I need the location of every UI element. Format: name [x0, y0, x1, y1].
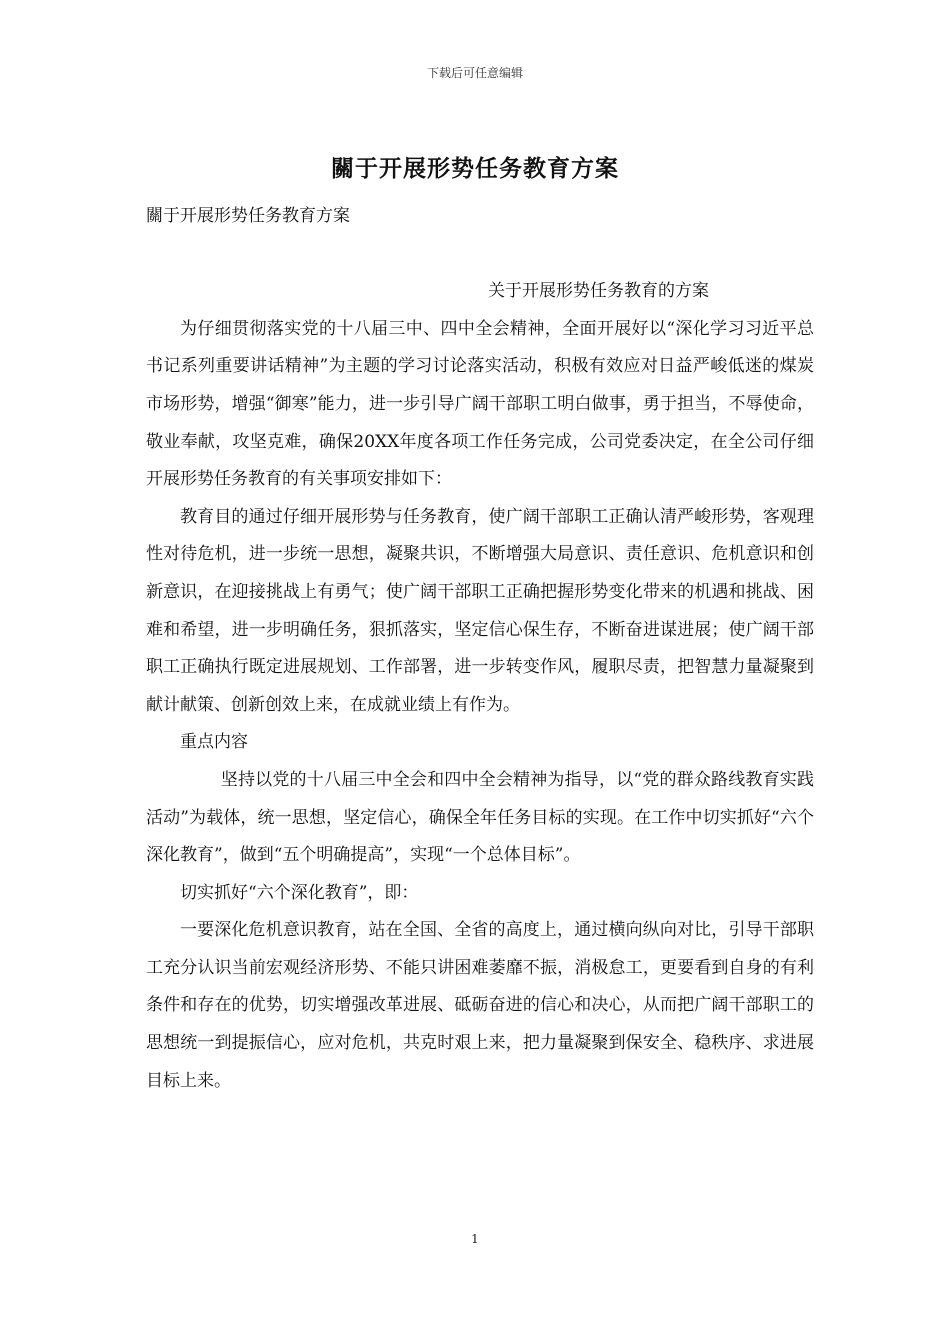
page-number: 1: [471, 1232, 479, 1246]
document-title: 關于开展形势任务教育方案: [331, 155, 619, 182]
document-subtitle: 關于开展形势任务教育方案: [146, 206, 350, 226]
paragraph-crisis-awareness: 一要深化危机意识教育，站在全国、全省的高度上，通过横向纵向对比，引导干部职工充分认识当前宏观经济形势、不能只讲困难萎靡不振，消极怠工，更要看到自身的有利条件和存在的优势，切实增强改革进展、砥砺奋进的信心和决心，从而把广阔干部职工的思想统一到提振信心，应对危机，共克时艰上来，把力量凝聚到保安全、稳秩序、求进展目标上来。: [146, 920, 814, 1091]
document-body: [146, 198, 814, 1100]
paragraph-key-content: 坚持以党的十八届三中全会和四中全会精神为指导，以“党的群众路线教育实践活动”为载体，统一思想，坚定信心，确保全年任务目标的实现。在工作中切实抓好“六个深化教育”，做到“五个明确提高”，实现“一个总体目标”。: [146, 769, 814, 866]
page-header-note: 下载后可任意编辑: [426, 66, 523, 80]
paragraph-intro: 为仔细贯彻落实党的十八届三中、四中全会精神，全面开展好以“深化学习习近平总书记系列重要讲话精神”为主题的学习讨论落实活动，积极有效应对日益严峻低迷的煤炭市场形势，增强“御寒”能力，进一步引导广阔干部职工明白做事，勇于担当，不辱使命，敬业奉献，攻坚克难，确保20XX年度各项工作任务完成，公司党委决定，在全公司仔细开展形势任务教育的有关事项安排如下：: [146, 318, 814, 490]
paragraph-purpose: 教育目的通过仔细开展形势与任务教育，使广阔干部职工正确认清严峻形势，客观理性对待危机，进一步统一思想，凝聚共识，不断增强大局意识、责任意识、危机意识和创新意识，在迎接挑战上有勇气；使广阔干部职工正确把握形势变化带来的机遇和挑战、困难和希望，进一步明确任务，狠抓落实，坚定信心保生存，不断奋进谋进展；使广阔干部职工正确执行既定进展规划、工作部署，进一步转变作风，履职尽责，把智慧力量凝聚到献计献策、创新创效上来，在成就业绩上有作为。: [146, 506, 814, 715]
paragraph-six-education: 切实抓好“六个深化教育”，即：: [180, 882, 419, 903]
section-title: 关于开展形势任务教育的方案: [488, 281, 709, 302]
paragraph-key-content-heading: 重点内容: [180, 732, 248, 753]
blank-line: [146, 236, 814, 274]
